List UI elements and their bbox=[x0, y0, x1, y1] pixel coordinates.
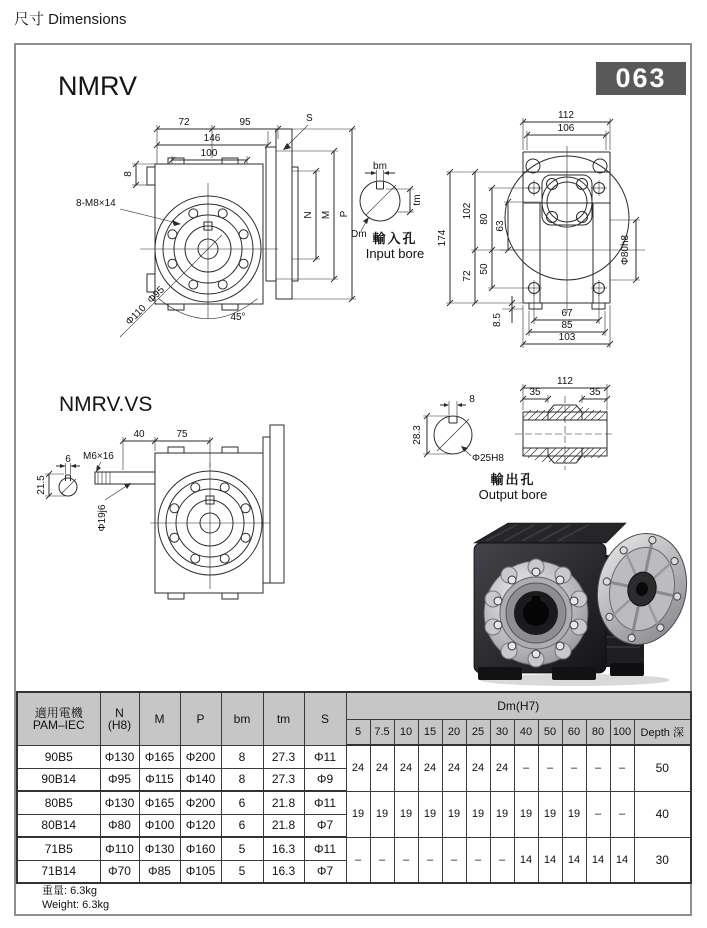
weight-en: Weight: 6.3kg bbox=[42, 899, 110, 911]
col-header-motor-en: PAM–IEC bbox=[32, 717, 85, 732]
ratio-header: 80 bbox=[586, 720, 610, 746]
dim-phi19j6: Φ19j6 bbox=[97, 504, 108, 532]
output-sleeve-section bbox=[515, 376, 615, 470]
ratio-header: 7.5 bbox=[370, 720, 394, 746]
col-header-m: M bbox=[139, 692, 180, 745]
ratio-header: 15 bbox=[418, 720, 442, 746]
weight-note bbox=[42, 884, 109, 912]
cell-m: Φ165 bbox=[139, 745, 180, 768]
cell-model: 71B14 bbox=[17, 860, 100, 883]
cell-m: Φ115 bbox=[139, 768, 180, 791]
cell-tm: 21.8 bbox=[263, 814, 304, 837]
cell-n: Φ130 bbox=[100, 745, 139, 768]
table-row bbox=[17, 745, 691, 768]
dim-phi110: Φ110 bbox=[123, 302, 149, 328]
dim-95: 95 bbox=[239, 117, 251, 128]
cell-dm: 19 bbox=[394, 791, 418, 837]
ratio-header: 5 bbox=[346, 720, 370, 746]
table-row bbox=[17, 791, 691, 814]
cell-bm: 6 bbox=[221, 791, 263, 814]
vs-body bbox=[95, 425, 284, 599]
cell-dm: 19 bbox=[490, 791, 514, 837]
output-bore-caption-en: Output bore bbox=[478, 487, 548, 502]
cell-s: Φ11 bbox=[304, 791, 346, 814]
cell-dm: 19 bbox=[562, 791, 586, 837]
dim-n: N bbox=[303, 211, 314, 219]
cell-m: Φ85 bbox=[139, 860, 180, 883]
dim-106: 106 bbox=[557, 123, 575, 134]
cell-dm: – bbox=[370, 837, 394, 883]
col-header-n-tol: (H8) bbox=[107, 717, 132, 732]
dim-key-8: 8 bbox=[469, 394, 475, 405]
dim-100: 100 bbox=[200, 148, 218, 159]
cell-model: 90B5 bbox=[17, 745, 100, 768]
ratio-header: 40 bbox=[514, 720, 538, 746]
ratio-header: 20 bbox=[442, 720, 466, 746]
col-header-motor bbox=[17, 692, 100, 745]
front-view-drawing bbox=[70, 107, 370, 352]
col-header-tm: tm bbox=[263, 692, 304, 745]
cell-dm: – bbox=[538, 745, 562, 791]
cell-dm: 24 bbox=[442, 745, 466, 791]
cell-tm: 27.3 bbox=[263, 768, 304, 791]
cell-tm: 16.3 bbox=[263, 837, 304, 860]
cell-bm: 8 bbox=[221, 768, 263, 791]
cell-dm: 14 bbox=[538, 837, 562, 883]
dim-8-5: 8.5 bbox=[492, 313, 503, 327]
cell-tm: 27.3 bbox=[263, 745, 304, 768]
cell-s: Φ11 bbox=[304, 837, 346, 860]
label-s: S bbox=[306, 113, 313, 124]
ratio-header: 100 bbox=[610, 720, 634, 746]
cell-dm: 19 bbox=[466, 791, 490, 837]
cell-dm: 24 bbox=[394, 745, 418, 791]
col-header-bm: bm bbox=[221, 692, 263, 745]
table-row bbox=[17, 837, 691, 860]
col-header-motor-zh: 適用電機 bbox=[34, 705, 83, 720]
cell-model: 80B5 bbox=[17, 791, 100, 814]
cell-p: Φ105 bbox=[180, 860, 221, 883]
dim-phi95: Φ95 bbox=[145, 284, 167, 306]
ratio-header: 10 bbox=[394, 720, 418, 746]
dim-45deg: 45° bbox=[230, 312, 246, 323]
ratio-header: 25 bbox=[466, 720, 490, 746]
depth-header: Depth 深 bbox=[634, 720, 691, 746]
cell-dm: 24 bbox=[466, 745, 490, 791]
cell-n: Φ110 bbox=[100, 837, 139, 860]
cell-n: Φ80 bbox=[100, 814, 139, 837]
cell-dm: 19 bbox=[442, 791, 466, 837]
col-header-p: P bbox=[180, 692, 221, 745]
label-thread: M6×16 bbox=[83, 451, 114, 462]
cell-dm: 14 bbox=[586, 837, 610, 883]
col-header-s: S bbox=[304, 692, 346, 745]
cell-model: 80B14 bbox=[17, 814, 100, 837]
dim-p: P bbox=[339, 210, 350, 218]
dim-103: 103 bbox=[558, 332, 576, 343]
dimension-table bbox=[16, 691, 692, 884]
cell-dm: 14 bbox=[562, 837, 586, 883]
ratio-header: 60 bbox=[562, 720, 586, 746]
cell-bm: 5 bbox=[221, 837, 263, 860]
output-flange bbox=[484, 559, 588, 667]
cell-dm: 24 bbox=[418, 745, 442, 791]
cell-dm: 14 bbox=[514, 837, 538, 883]
dim-tm: tm bbox=[412, 194, 423, 206]
dim-80: 80 bbox=[479, 213, 490, 225]
cell-s: Φ9 bbox=[304, 768, 346, 791]
dim-28-3: 28.3 bbox=[412, 425, 423, 445]
ratio-header: 30 bbox=[490, 720, 514, 746]
cell-dm: 24 bbox=[490, 745, 514, 791]
dim-35-right: 35 bbox=[589, 387, 601, 398]
input-bore-caption-en: Input bore bbox=[365, 246, 425, 261]
cell-s: Φ7 bbox=[304, 814, 346, 837]
cell-p: Φ140 bbox=[180, 768, 221, 791]
cell-model: 71B5 bbox=[17, 837, 100, 860]
dim-85: 85 bbox=[561, 320, 573, 331]
dim-m: M bbox=[321, 210, 332, 220]
cell-dm: 19 bbox=[514, 791, 538, 837]
cell-dm: 19 bbox=[538, 791, 562, 837]
cell-m: Φ130 bbox=[139, 837, 180, 860]
cell-dm: 19 bbox=[346, 791, 370, 837]
cell-bm: 5 bbox=[221, 860, 263, 883]
cell-n: Φ95 bbox=[100, 768, 139, 791]
dim-8: 8 bbox=[123, 171, 134, 177]
dim-21-5: 21.5 bbox=[36, 475, 47, 495]
cell-dm: – bbox=[466, 837, 490, 883]
front-side-flange bbox=[266, 129, 298, 299]
cell-model: 90B14 bbox=[17, 768, 100, 791]
output-bore-section bbox=[412, 394, 504, 464]
cell-p: Φ120 bbox=[180, 814, 221, 837]
output-bore-caption-zh: 輸出孔 bbox=[490, 472, 536, 487]
weight-zh: 重量: 6.3kg bbox=[42, 885, 98, 897]
cell-p: Φ160 bbox=[180, 837, 221, 860]
dim-102: 102 bbox=[462, 202, 473, 220]
dim-75: 75 bbox=[176, 429, 188, 440]
cell-dm: – bbox=[610, 745, 634, 791]
cell-depth: 40 bbox=[634, 791, 691, 837]
cell-dm: – bbox=[418, 837, 442, 883]
page-title: 尺寸 Dimensions bbox=[14, 11, 127, 28]
series-heading: NMRV bbox=[58, 71, 138, 101]
dim-phi80h8: Φ80h8 bbox=[620, 234, 631, 266]
dim-40: 40 bbox=[133, 429, 145, 440]
dim-72: 72 bbox=[462, 270, 473, 282]
cell-dm: – bbox=[610, 791, 634, 837]
cell-dm: – bbox=[442, 837, 466, 883]
dim-67: 67 bbox=[561, 308, 573, 319]
vs-series-heading: NMRV.VS bbox=[59, 393, 153, 416]
dim-146: 146 bbox=[203, 133, 221, 144]
vs-view-drawing bbox=[35, 423, 315, 623]
ratio-header: 50 bbox=[538, 720, 562, 746]
cell-n: Φ70 bbox=[100, 860, 139, 883]
dim-174: 174 bbox=[437, 229, 448, 247]
input-bore-caption-zh: 輸入孔 bbox=[372, 231, 418, 246]
dim-dm: Dm bbox=[351, 229, 367, 240]
col-header-n-label: N bbox=[115, 705, 124, 720]
cell-n: Φ130 bbox=[100, 791, 139, 814]
cell-m: Φ100 bbox=[139, 814, 180, 837]
cell-dm: – bbox=[346, 837, 370, 883]
output-bore-drawing bbox=[405, 372, 660, 507]
cell-dm: – bbox=[394, 837, 418, 883]
cell-dm: 24 bbox=[346, 745, 370, 791]
dim-6: 6 bbox=[65, 454, 71, 465]
dim-50: 50 bbox=[479, 263, 490, 275]
col-header-n bbox=[100, 692, 139, 745]
col-header-dm: Dm(H7) bbox=[346, 692, 691, 720]
cell-s: Φ11 bbox=[304, 745, 346, 768]
dim-72: 72 bbox=[178, 117, 190, 128]
cell-dm: 19 bbox=[418, 791, 442, 837]
cell-p: Φ200 bbox=[180, 745, 221, 768]
cell-depth: 50 bbox=[634, 745, 691, 791]
cell-dm: – bbox=[586, 791, 610, 837]
cell-m: Φ165 bbox=[139, 791, 180, 814]
cell-p: Φ200 bbox=[180, 791, 221, 814]
cell-dm: 19 bbox=[370, 791, 394, 837]
cell-depth: 30 bbox=[634, 837, 691, 883]
cell-bm: 6 bbox=[221, 814, 263, 837]
dim-bm: bm bbox=[373, 161, 387, 172]
dim-35-left: 35 bbox=[529, 387, 541, 398]
dim-phi25h8: Φ25H8 bbox=[472, 453, 504, 464]
cell-dm: – bbox=[514, 745, 538, 791]
cell-dm: 14 bbox=[610, 837, 634, 883]
front-dimensions bbox=[76, 113, 356, 337]
size-badge: 063 bbox=[596, 62, 686, 95]
label-bolt-spec: 8-M8×14 bbox=[76, 198, 116, 209]
vs-shaft-section bbox=[36, 454, 80, 499]
cell-bm: 8 bbox=[221, 745, 263, 768]
dim-63: 63 bbox=[495, 220, 506, 232]
cell-dm: – bbox=[562, 745, 586, 791]
vs-dimensions bbox=[83, 429, 213, 531]
cell-dm: 24 bbox=[370, 745, 394, 791]
rear-view-drawing bbox=[430, 98, 650, 350]
cell-tm: 16.3 bbox=[263, 860, 304, 883]
cell-s: Φ7 bbox=[304, 860, 346, 883]
gearbox-photo bbox=[460, 497, 695, 687]
dimensions-panel bbox=[14, 43, 692, 916]
dim-112: 112 bbox=[558, 110, 574, 121]
cell-tm: 21.8 bbox=[263, 791, 304, 814]
dim-sleeve-112: 112 bbox=[557, 376, 573, 387]
cell-dm: – bbox=[586, 745, 610, 791]
cell-dm: – bbox=[490, 837, 514, 883]
